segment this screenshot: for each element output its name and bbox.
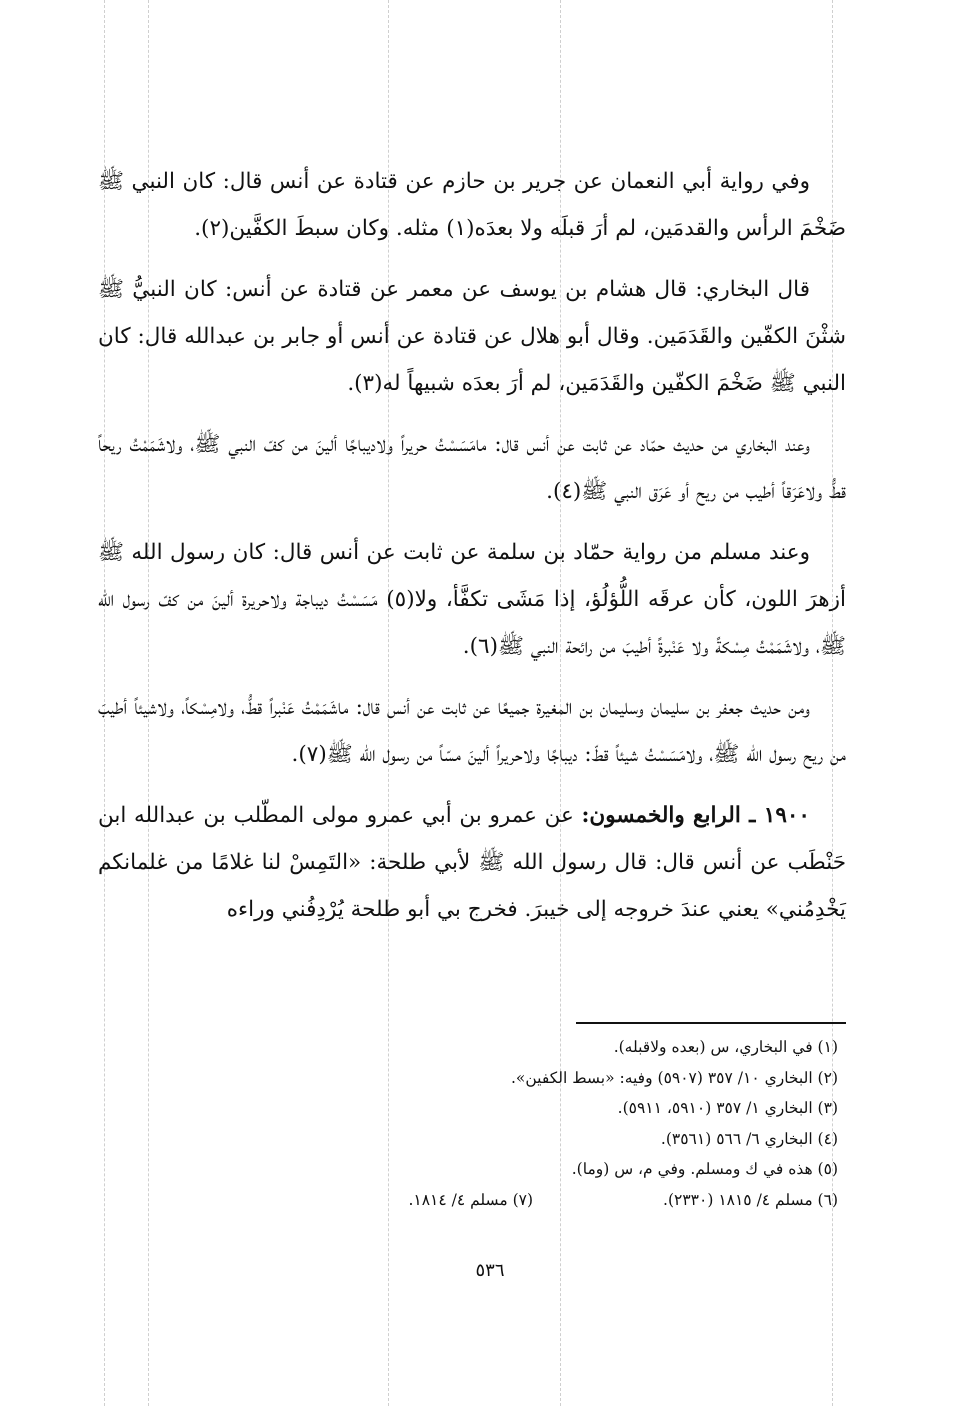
paragraph: وفي رواية أبي النعمان عن جرير بن حازم عن قتادة عن أنس قال: كان النبي ﷺ ضَخْمَ الرأس والقدمَين، لم أرَ قبلَه ولا بعدَه(١) مثله. وكان سبطَ الكفَّين(٢). xyxy=(98,169,846,241)
section-text: عن عمرو بن أبي عمرو مولى المطّلب بن عبدالله ابن حَنْطَب عن أنس قال: قال رسول الله ﷺ لأبي طلحة: «التَمِسْ لنا غلامًا من غلمانكم يَخْدِمُني» يعني عندَ خروجه إلى خيبرَ. فخرج بي أبو طلحة يُرْدِفُني وراءه xyxy=(98,803,846,922)
paragraph: ومن حديث جعفر بن سليمان وسليمان بن المغيرة جميعًا عن ثابت عن أنس قال: ماشَمَمْتُ عَنْبراً قطُّ، ولامِسْكاً، ولاشيئاً أطيبَ من ريح رسول الله ﷺ، ولامَسَسْتُ شيئاً قطّ: ديباجًا ولاحريراً ألينَ مسّاً من رسول الله ﷺ(٧). xyxy=(98,695,846,767)
paragraph: قال البخاري: قال هشام بن يوسف عن معمر عن قتادة عن أنس: كان النبيُّ ﷺ شثْنَ الكفّين والقَدَمَين. وقال أبو هلال عن قتادة عن أنس أو جابر بن عبدالله قال: كان النبي ﷺ ضَخْمَ الكفّين والقَدَمَين، لم أرَ بعدَه شبيهاً له(٣). xyxy=(98,277,846,396)
footnote: (٣) البخاري ١/ ٣٥٧ (٥٩١٠، ٥٩١١). xyxy=(617,1099,838,1117)
paragraph: وعند البخاري من حديث حمّاد عن ثابت عن أنس قال: مامَسَسْتُ حريراً ولاديباجًا ألينَ من كفّ النبي ﷺ، ولاشَمَمْتُ ريحاً قطُّ ولاعَرَقاً أطيب من ريح أو عَرَق النبي ﷺ(٤). xyxy=(98,432,846,504)
footnote: (٢) البخاري ١٠/ ٣٥٧ (٥٩٠٧) وفيه: «بسط الكفين». xyxy=(510,1068,838,1087)
footnote: (١) في البخاري، س (بعده ولاقبله). xyxy=(613,1038,838,1056)
footnote-separator xyxy=(576,1022,846,1024)
paragraph: وعند مسلم من رواية حمّاد بن سلمة عن ثابت عن أنس قال: كان رسول الله ﷺ أزهرَ اللون، كأن عرقَه اللُّؤلُؤ، إذا مَشَى تكفَّأ، ولا(٥) مَسَسْتُ ديباجة ولاحريرة ألينَ من كفّ رسول الله ﷺ، ولاشَمَمْتُ مِسْكةً ولا عَنْبرةً أطيبَ من رائحة النبي ﷺ(٦). xyxy=(98,540,846,659)
footnote: (٦) مسلم ٤/ ١٨١٥ (٢٣٣٠). xyxy=(663,1190,838,1209)
page-number: ٥٣٦ xyxy=(475,1260,505,1281)
footnotes xyxy=(98,1032,846,1215)
section-heading: ١٩٠٠ ـ الرابع والخمسون: xyxy=(581,803,810,828)
footnote: (٥) هذه في ك ومسلم. وفي م، س (وما). xyxy=(571,1160,838,1178)
main-text xyxy=(98,158,846,947)
footnote-row xyxy=(98,1185,846,1216)
section-paragraph xyxy=(98,792,846,933)
footnote: (٧) مسلم ٤/ ١٨١٤. xyxy=(408,1190,534,1209)
footnote: (٤) البخاري ٦/ ٥٦٦ (٣٥٦١). xyxy=(660,1129,838,1148)
